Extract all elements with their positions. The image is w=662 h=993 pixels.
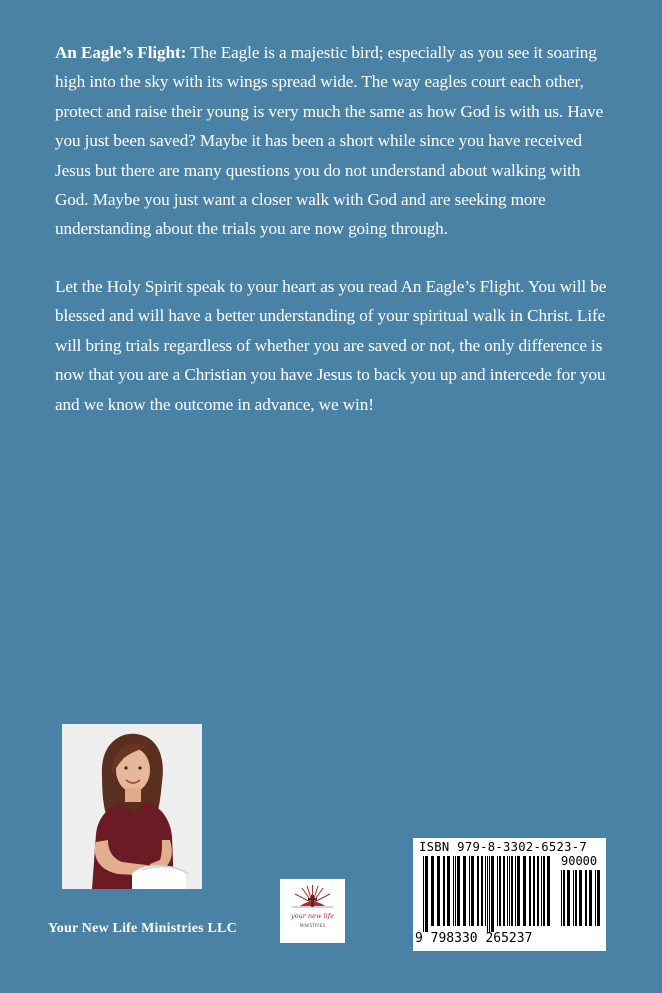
barcode-bar xyxy=(491,856,494,932)
barcode-bar xyxy=(579,870,582,926)
barcode-bar xyxy=(431,856,434,926)
isbn-barcode xyxy=(413,838,606,951)
barcode-bar xyxy=(503,856,505,926)
barcode-bar xyxy=(541,856,542,926)
barcode-bar xyxy=(477,856,479,926)
barcode-bar xyxy=(489,856,490,932)
blurb-paragraph-1-text: The Eagle is a majestic bird; especially as you see it soaring high into the sky with its wings spread wide. The way eagles court each other, protect and raise their young is very much the same as how God is with us. Have you just been saved? Maybe it has been a short while since you have received Jesus but there are many questions you do not understand about walking with God. Maybe you just want a closer walk with God and are seeking more understanding about the trials you are now going through. xyxy=(55,43,604,239)
barcode-bar xyxy=(511,856,513,926)
price-addon-label: 90000 xyxy=(561,854,598,868)
publisher-logo xyxy=(280,879,345,943)
blurb-lead: An Eagle’s Flight: xyxy=(55,43,187,62)
barcode-bar xyxy=(515,856,516,926)
barcode-bar xyxy=(563,870,565,926)
addon-bars xyxy=(561,870,603,932)
barcode-bar xyxy=(481,856,483,926)
barcode-bar xyxy=(529,856,531,926)
blurb-paragraph-2-text: Let the Holy Spirit speak to your heart as you read An Eagle’s Flight. You will be blessed and will have a better understanding of your spiritual walk in Christ. Life will bring trials regardless of whether you are saved or not, the only difference is now that you are a Christian you have Jesus to back you up and intercede for you and we know the outcome in advance, we win! xyxy=(55,277,607,414)
barcode-bar xyxy=(457,856,460,926)
blurb-paragraph-2 xyxy=(55,272,615,419)
barcode-bar xyxy=(443,856,445,926)
barcode-bar xyxy=(499,856,501,926)
barcode-bar xyxy=(595,870,596,926)
barcode-bar xyxy=(597,870,600,926)
author-photo xyxy=(62,724,202,889)
barcode-bar xyxy=(575,870,577,926)
barcode-bar xyxy=(589,870,592,926)
ean-digits: 9 798330 265237 xyxy=(415,931,533,946)
barcode-bar xyxy=(469,856,470,926)
publisher-name: Your New Life Ministries LLC xyxy=(48,921,237,936)
barcode-bar xyxy=(537,856,539,926)
barcode-bar xyxy=(485,856,486,926)
barcode-bar xyxy=(507,856,508,926)
barcode-bar xyxy=(497,856,498,926)
author-photo-illustration xyxy=(62,724,202,889)
barcode-bar xyxy=(463,856,466,926)
logo-subtext: MINISTRIES xyxy=(299,923,326,928)
barcode-bar xyxy=(523,856,526,926)
barcode-bar xyxy=(509,856,510,926)
ean13-bars xyxy=(423,856,555,932)
barcode-bar xyxy=(423,856,424,932)
barcode-bar xyxy=(453,856,454,926)
barcode-bar xyxy=(517,856,520,926)
barcode-bar xyxy=(573,870,574,926)
barcode-bar xyxy=(547,856,550,926)
barcode-bar xyxy=(487,856,488,932)
barcode-bar xyxy=(567,870,570,926)
isbn-label: ISBN 979-8-3302-6523-7 xyxy=(419,840,588,854)
barcode-bar xyxy=(437,856,440,926)
blurb-paragraph-1 xyxy=(55,38,615,244)
sunrise-cross-icon xyxy=(280,879,345,913)
barcode-bar xyxy=(533,856,535,926)
barcode-bar xyxy=(455,856,456,926)
barcode-bar xyxy=(425,856,428,932)
barcode-bar xyxy=(543,856,545,926)
barcode-bar xyxy=(471,856,474,926)
barcode-bar xyxy=(561,870,562,926)
barcode-bar xyxy=(585,870,587,926)
logo-text: your new life xyxy=(290,912,335,920)
barcode-bar xyxy=(447,856,450,926)
